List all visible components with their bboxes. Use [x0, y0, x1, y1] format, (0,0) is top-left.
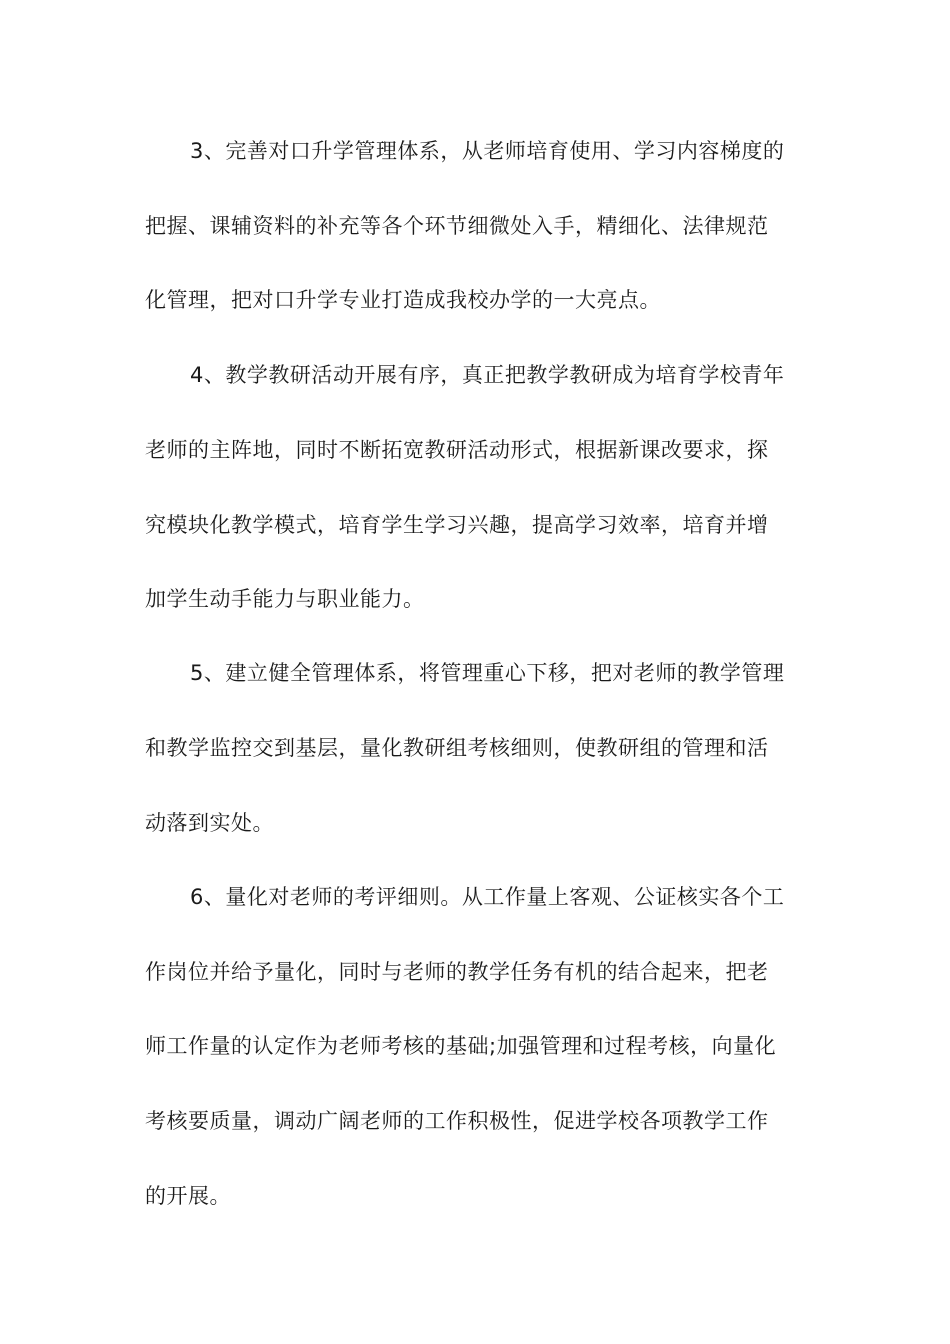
paragraph-5-line-3: 动落到实处。 — [145, 811, 274, 835]
paragraph-6-line-3: 师工作量的认定作为老师考核的基础;加强管理和过程考核，向量化 — [145, 1034, 777, 1058]
paragraph-6-line-4: 考核要质量，调动广阔老师的工作积极性，促进学校各项教学工作 — [145, 1109, 769, 1133]
paragraph-6-line-5: 的开展。 — [145, 1184, 231, 1208]
paragraph-5-line-1: 5、建立健全管理体系，将管理重心下移，把对老师的教学管理 — [190, 661, 785, 685]
paragraph-4-line-2: 老师的主阵地，同时不断拓宽教研活动形式，根据新课改要求，探 — [145, 438, 769, 462]
paragraph-3-line-1: 3、完善对口升学管理体系，从老师培育使用、学习内容梯度的 — [190, 139, 785, 163]
paragraph-5-line-2: 和教学监控交到基层，量化教研组考核细则，使教研组的管理和活 — [145, 736, 769, 760]
paragraph-4-line-3: 究模块化教学模式，培育学生学习兴趣，提高学习效率，培育并增 — [145, 513, 769, 537]
paragraph-6-line-2: 作岗位并给予量化，同时与老师的教学任务有机的结合起来，把老 — [145, 960, 769, 984]
paragraph-3-line-3: 化管理，把对口升学专业打造成我校办学的一大亮点。 — [145, 288, 661, 312]
paragraph-4-line-1: 4、教学教研活动开展有序，真正把教学教研成为培育学校青年 — [190, 363, 785, 387]
paragraph-3-line-2: 把握、课辅资料的补充等各个环节细微处入手，精细化、法律规范 — [145, 214, 769, 238]
paragraph-6-line-1: 6、量化对老师的考评细则。从工作量上客观、公证核实各个工 — [190, 885, 785, 909]
paragraph-4-line-4: 加学生动手能力与职业能力。 — [145, 587, 425, 611]
